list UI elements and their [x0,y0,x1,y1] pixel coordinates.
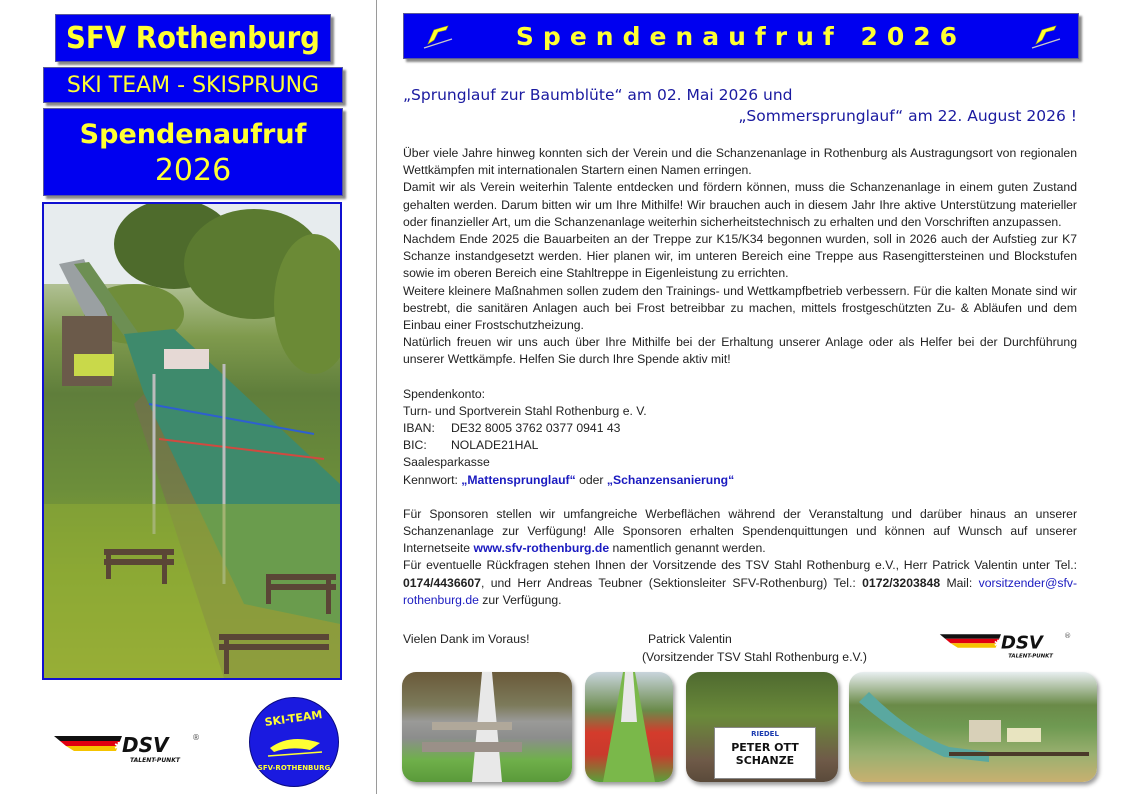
keyword-1: „Mattensprunglauf“ [461,472,576,487]
closing-thanks: Vielen Dank im Voraus! [403,632,530,646]
paragraph-sponsors [403,506,1077,558]
bic-label: BIC: [403,438,427,453]
page-title: Spendenaufruf 2026 [515,22,967,51]
account-label: Spendenkonto: [403,386,485,401]
event-line-1: „Sprunglauf zur Baumblüte“ am 02. Mai 2026 und [403,86,793,104]
page-header-banner [403,13,1079,59]
panorama-hill-photo [849,672,1097,782]
svg-text:®: ® [192,733,200,742]
club-title: SFV Rothenburg [66,21,320,56]
paragraph-support: Damit wir als Verein weiterhin Talente entdecken und fördern können, muss die Schanzenanlage in einem guten Zustand gehalten werden. Darum bitten wir um Ihre Mithilfe! Wir brauchen auch in diesem Jahr Ihre aktive Unterstützung materieller oder finanzieller Art, um die Schanzenanlage weiterhin sicherheitstechnisch zu erhalten und den Vorschriften anzupassen. [403,180,1077,229]
appeal-body [403,145,1077,609]
contact-text-2: , und Herr Andreas Teubner (Sektionsleiter SFV-Rothenburg) Tel.: [480,575,856,590]
keyword-label: Kennwort: [403,472,458,487]
email-link[interactable]: vorsitzender@sfv-rothenburg.de [403,575,1078,607]
ramp-closeup-photo [585,672,673,782]
ramp-illustration [585,672,673,782]
bic-value: NOLADE21HAL [451,438,539,453]
sponsors-text: Für Sponsoren stellen wir umfangreiche Werbeflächen während der Veranstaltung und darüber hinaus an unserer Schanzenanlage zur Verfügung! Alle Sponsoren erhalten Spendenquittungen und können auf Wunsch auf unserer Internetseite [403,506,1077,556]
paragraph-construction: Nachdem Ende 2025 die Bauarbeiten an der Treppe zur K15/K34 begonnen wurden, soll in 2026 auch der Aufstieg zur K7 Schanze instandgesetzt werden. Hier planen wir, im unteren Bereich eine Treppe aus Rasengittersteinen und Blockstufen sowie im oberen Bereich eine Stahltreppe in Eigenleistung zu errichten. [403,232,1077,281]
peter-ott-schanze-sign-photo [686,672,838,782]
paragraph-contact [403,557,1077,609]
svg-text:✱: ✱ [114,740,124,753]
ski-team-logo [249,697,339,787]
svg-text:®: ® [1064,630,1072,640]
dsv-talent-punkt-logo-right [938,625,1073,667]
account-holder: Turn- und Sportverein Stahl Rothenburg e. V. [403,403,647,418]
dsv-talent-punkt-logo [52,728,202,768]
appeal-heading: Spendenaufruf [79,119,307,150]
appeal-year: 2026 [154,153,232,188]
keyword-2: „Schanzensanierung“ [606,472,735,487]
svg-text:DSV: DSV [122,733,169,757]
ski-team-badge-icon [250,698,338,786]
iban-value: DE32 8005 3762 0377 0941 43 [451,421,621,436]
club-title-banner [55,14,331,62]
iban-label: IBAN: [403,421,435,436]
svg-text:TALENT-PUNKT: TALENT-PUNKT [1008,653,1053,660]
signature-role: (Vorsitzender TSV Stahl Rothenburg e.V.) [642,650,867,664]
sign-line-1: PETER OTT [731,741,799,754]
signature-name: Patrick Valentin [648,632,732,646]
event-line-2: „Sommersprunglauf“ am 22. August 2026 ! [738,107,1077,125]
inrun-stairs-photo [402,672,572,782]
sponsors-text-end: namentlich genannt werden. [612,541,766,556]
svg-text:✱: ✱ [993,638,1003,650]
account-keyword-row [403,472,1077,489]
stairs-illustration [402,672,572,782]
contact-text-end: zur Verfügung. [482,592,562,607]
ski-jump-hill-photo [42,202,342,680]
account-iban-row [403,420,1077,437]
schanze-sign [714,727,816,779]
website-link[interactable]: www.sfv-rothenburg.de [473,541,610,556]
dsv-logo-icon [52,728,202,768]
svg-text:TALENT-PUNKT: TALENT-PUNKT [130,757,180,764]
team-subtitle: SKI TEAM - SKISPRUNG [66,73,320,98]
svg-text:SKI-TEAM: SKI-TEAM [263,708,324,730]
contact-text: Für eventuelle Rückfragen stehen Ihnen der Vorsitzende des TSV Stahl Rothenburg e.V., Herr Patrick Valentin unter Tel.: [403,558,1077,573]
phone-teubner: 0172/3203848 [862,575,941,590]
paragraph-history: Über viele Jahre hinweg konnten sich der Verein und die Schanzenanlage in Rothenburg als Austragungsort von regionalen Wettkämpfen mit internationalen Startern einen Namen erringen. [403,146,1077,178]
account-bank: Saalesparkasse [403,455,490,470]
keyword-or: oder [579,472,604,487]
sign-brand: RIEDEL [751,730,779,738]
phone-valentin: 0174/4436607 [403,575,481,590]
team-subtitle-banner [43,67,343,103]
ski-jumper-icon [1028,22,1062,52]
account-bic-row [403,437,1077,454]
svg-text:DSV: DSV [1001,632,1043,654]
ski-jumper-icon [420,22,454,52]
sign-line-2: SCHANZE [735,754,795,767]
dsv-logo-icon [938,625,1073,667]
column-divider [376,0,377,794]
panorama-illustration [849,672,1097,782]
appeal-heading-banner [43,108,343,196]
ski-jump-illustration [44,204,340,678]
mail-label: Mail: [946,575,973,590]
svg-text:SFV-ROTHENBURG: SFV-ROTHENBURG [257,764,331,772]
paragraph-measures: Weitere kleinere Maßnahmen sollen zudem den Trainings- und Wettkampfbetrieb verbessern. Für die kalten Monate sind wir bestrebt, die sanitären Anlagen auch bei Frost betreibbar zu machen, mittels frostgeschützten Zu- & Abläufen und dem Einbau einer Frostschutzheizung. [403,283,1077,333]
paragraph-helpers: Natürlich freuen wir uns auch über Ihre Mithilfe bei der Erhaltung unserer Anlage oder als Helfer bei der Durchführung unserer Wettkämpfe. Helfen Sie durch Ihre Spende aktiv mit! [403,335,1077,367]
